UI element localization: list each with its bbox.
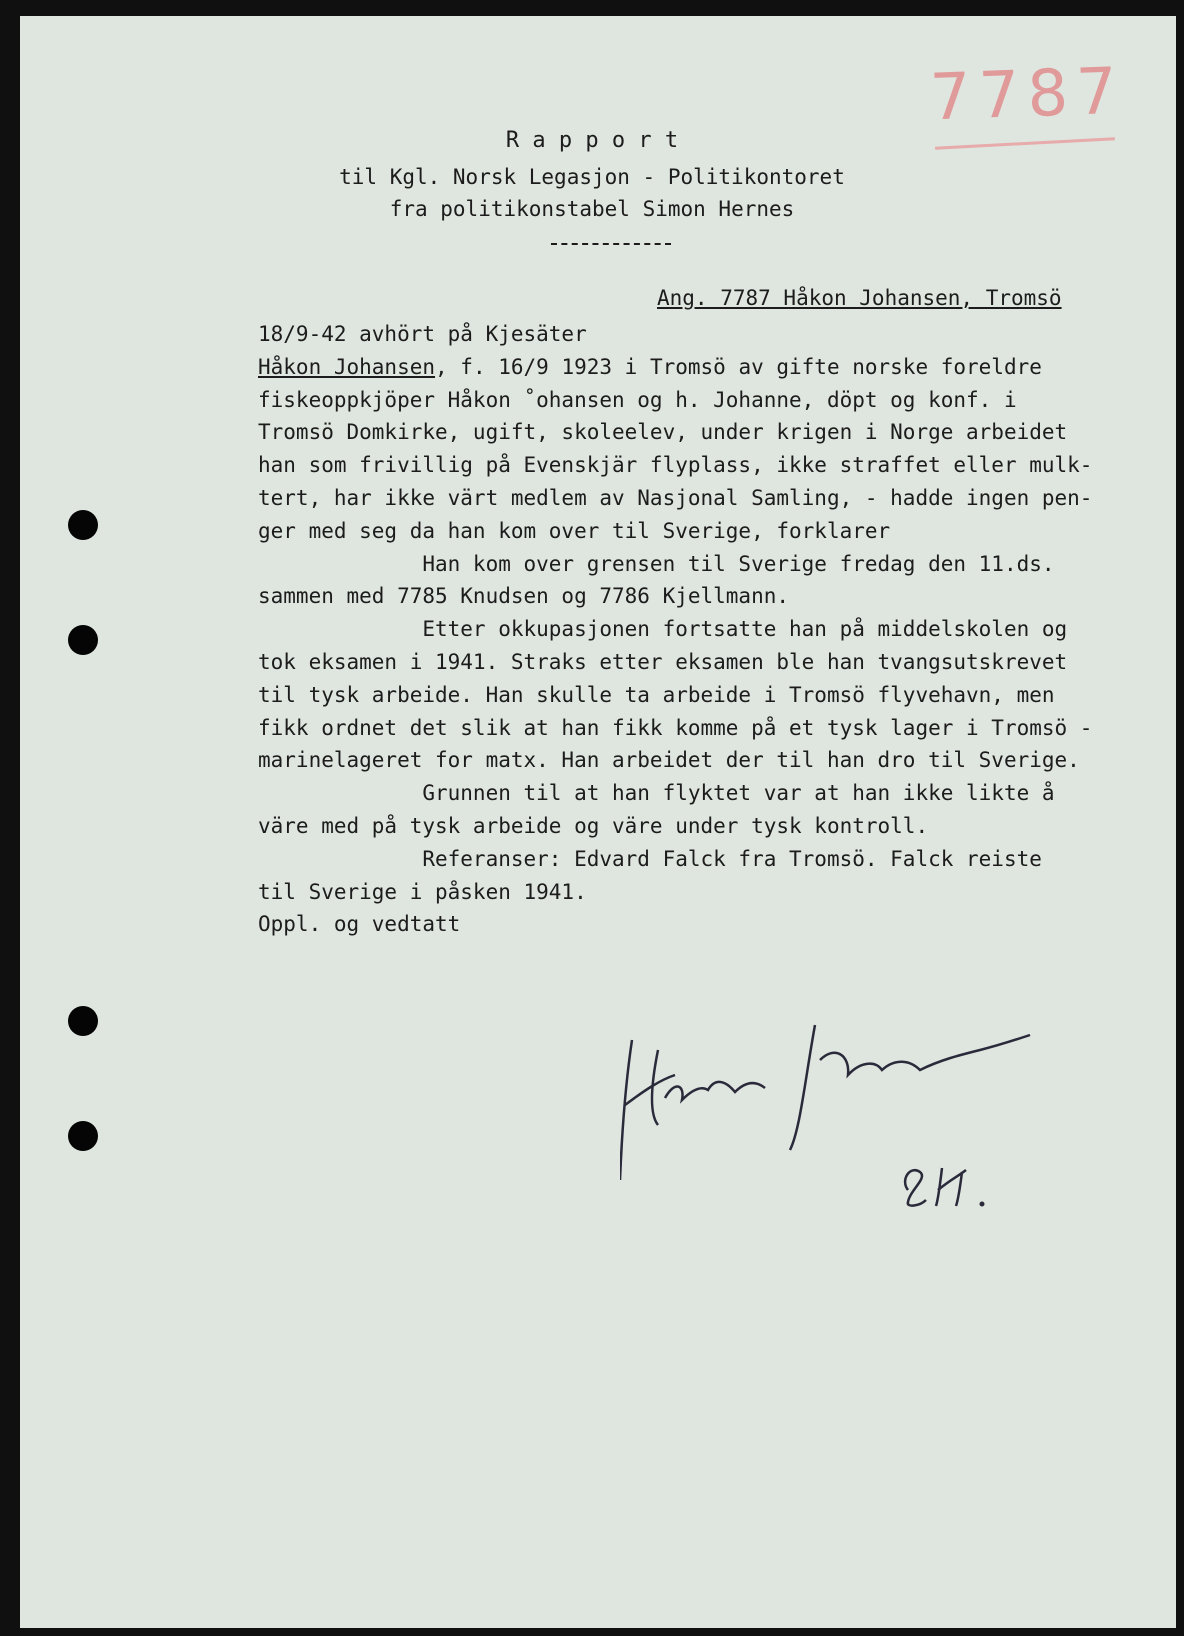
punch-hole [68,1121,98,1151]
body-line: väre med på tysk arbeide og väre under tysk kontroll. [258,813,929,838]
report-recipient: til Kgl. Norsk Legasjon - Politikontoret [339,165,845,189]
body-line: Grunnen til at han flyktet var at han ikke likte å [258,781,1055,806]
heading-divider [551,243,671,245]
body-line: tert, har ikke värt medlem av Nasjonal Samling, - hadde ingen pen- [258,485,1093,510]
report-author: fra politikonstabel Simon Hernes [389,197,795,221]
body-line: sammen med 7785 Knudsen og 7786 Kjellmann. [258,584,790,609]
body-line: 18/9-42 avhört på Kjesäter [258,322,587,346]
body-line: Oppl. og vedtatt [258,912,461,937]
case-reference: Ang. 7787 Håkon Johansen, Tromsö [657,286,1062,310]
body-line: fikk ordnet det slik at han fikk komme på et tysk lager i Tromsö - [258,715,1093,740]
body-line: til tysk arbeide. Han skulle ta arbeide i Tromsö flyvehavn, men [258,682,1055,707]
body-line: til Sverige i påsken 1941. [258,879,587,904]
body-line: Han kom over grensen til Sverige fredag den 11.ds. [258,551,1055,576]
punch-hole [68,1006,98,1036]
body-line: Etter okkupasjonen fortsatte han på middelskolen og [258,617,1068,642]
subject-name: Håkon Johansen [258,354,436,379]
body-line: han som frivillig på Evenskjär flyplass, ikke straffet eller mulk- [258,453,1093,478]
body-line: marinelageret for matx. Han arbeidet der til han dro til Sverige. [258,748,1080,773]
report-body [258,318,1158,941]
body-line: ger med seg da han kom over til Sverige, forklarer [258,518,891,543]
body-line: fiskeoppkjöper Håkon ˚ohansen og h. Johanne, döpt og konf. i [258,387,1017,412]
body-line: Referanser: Edvard Falck fra Tromsö. Falck reiste [258,846,1042,871]
punch-hole [68,510,98,540]
report-title: R a p p o r t [505,128,679,153]
body-line-text: , f. 16/9 1923 i Tromsö av gifte norske foreldre [435,354,1042,379]
handwritten-signature [620,1020,1040,1180]
body-line: tok eksamen i 1941. Straks etter eksamen ble han tvangsutskrevet [258,649,1068,674]
body-line: Tromsö Domkirke, ugift, skoleelev, under krigen i Norge arbeidet [258,420,1068,445]
case-number-stamp: 7787 [928,54,1127,136]
punch-hole [68,625,98,655]
body-line [258,351,1158,384]
handwritten-initials [900,1160,1000,1210]
